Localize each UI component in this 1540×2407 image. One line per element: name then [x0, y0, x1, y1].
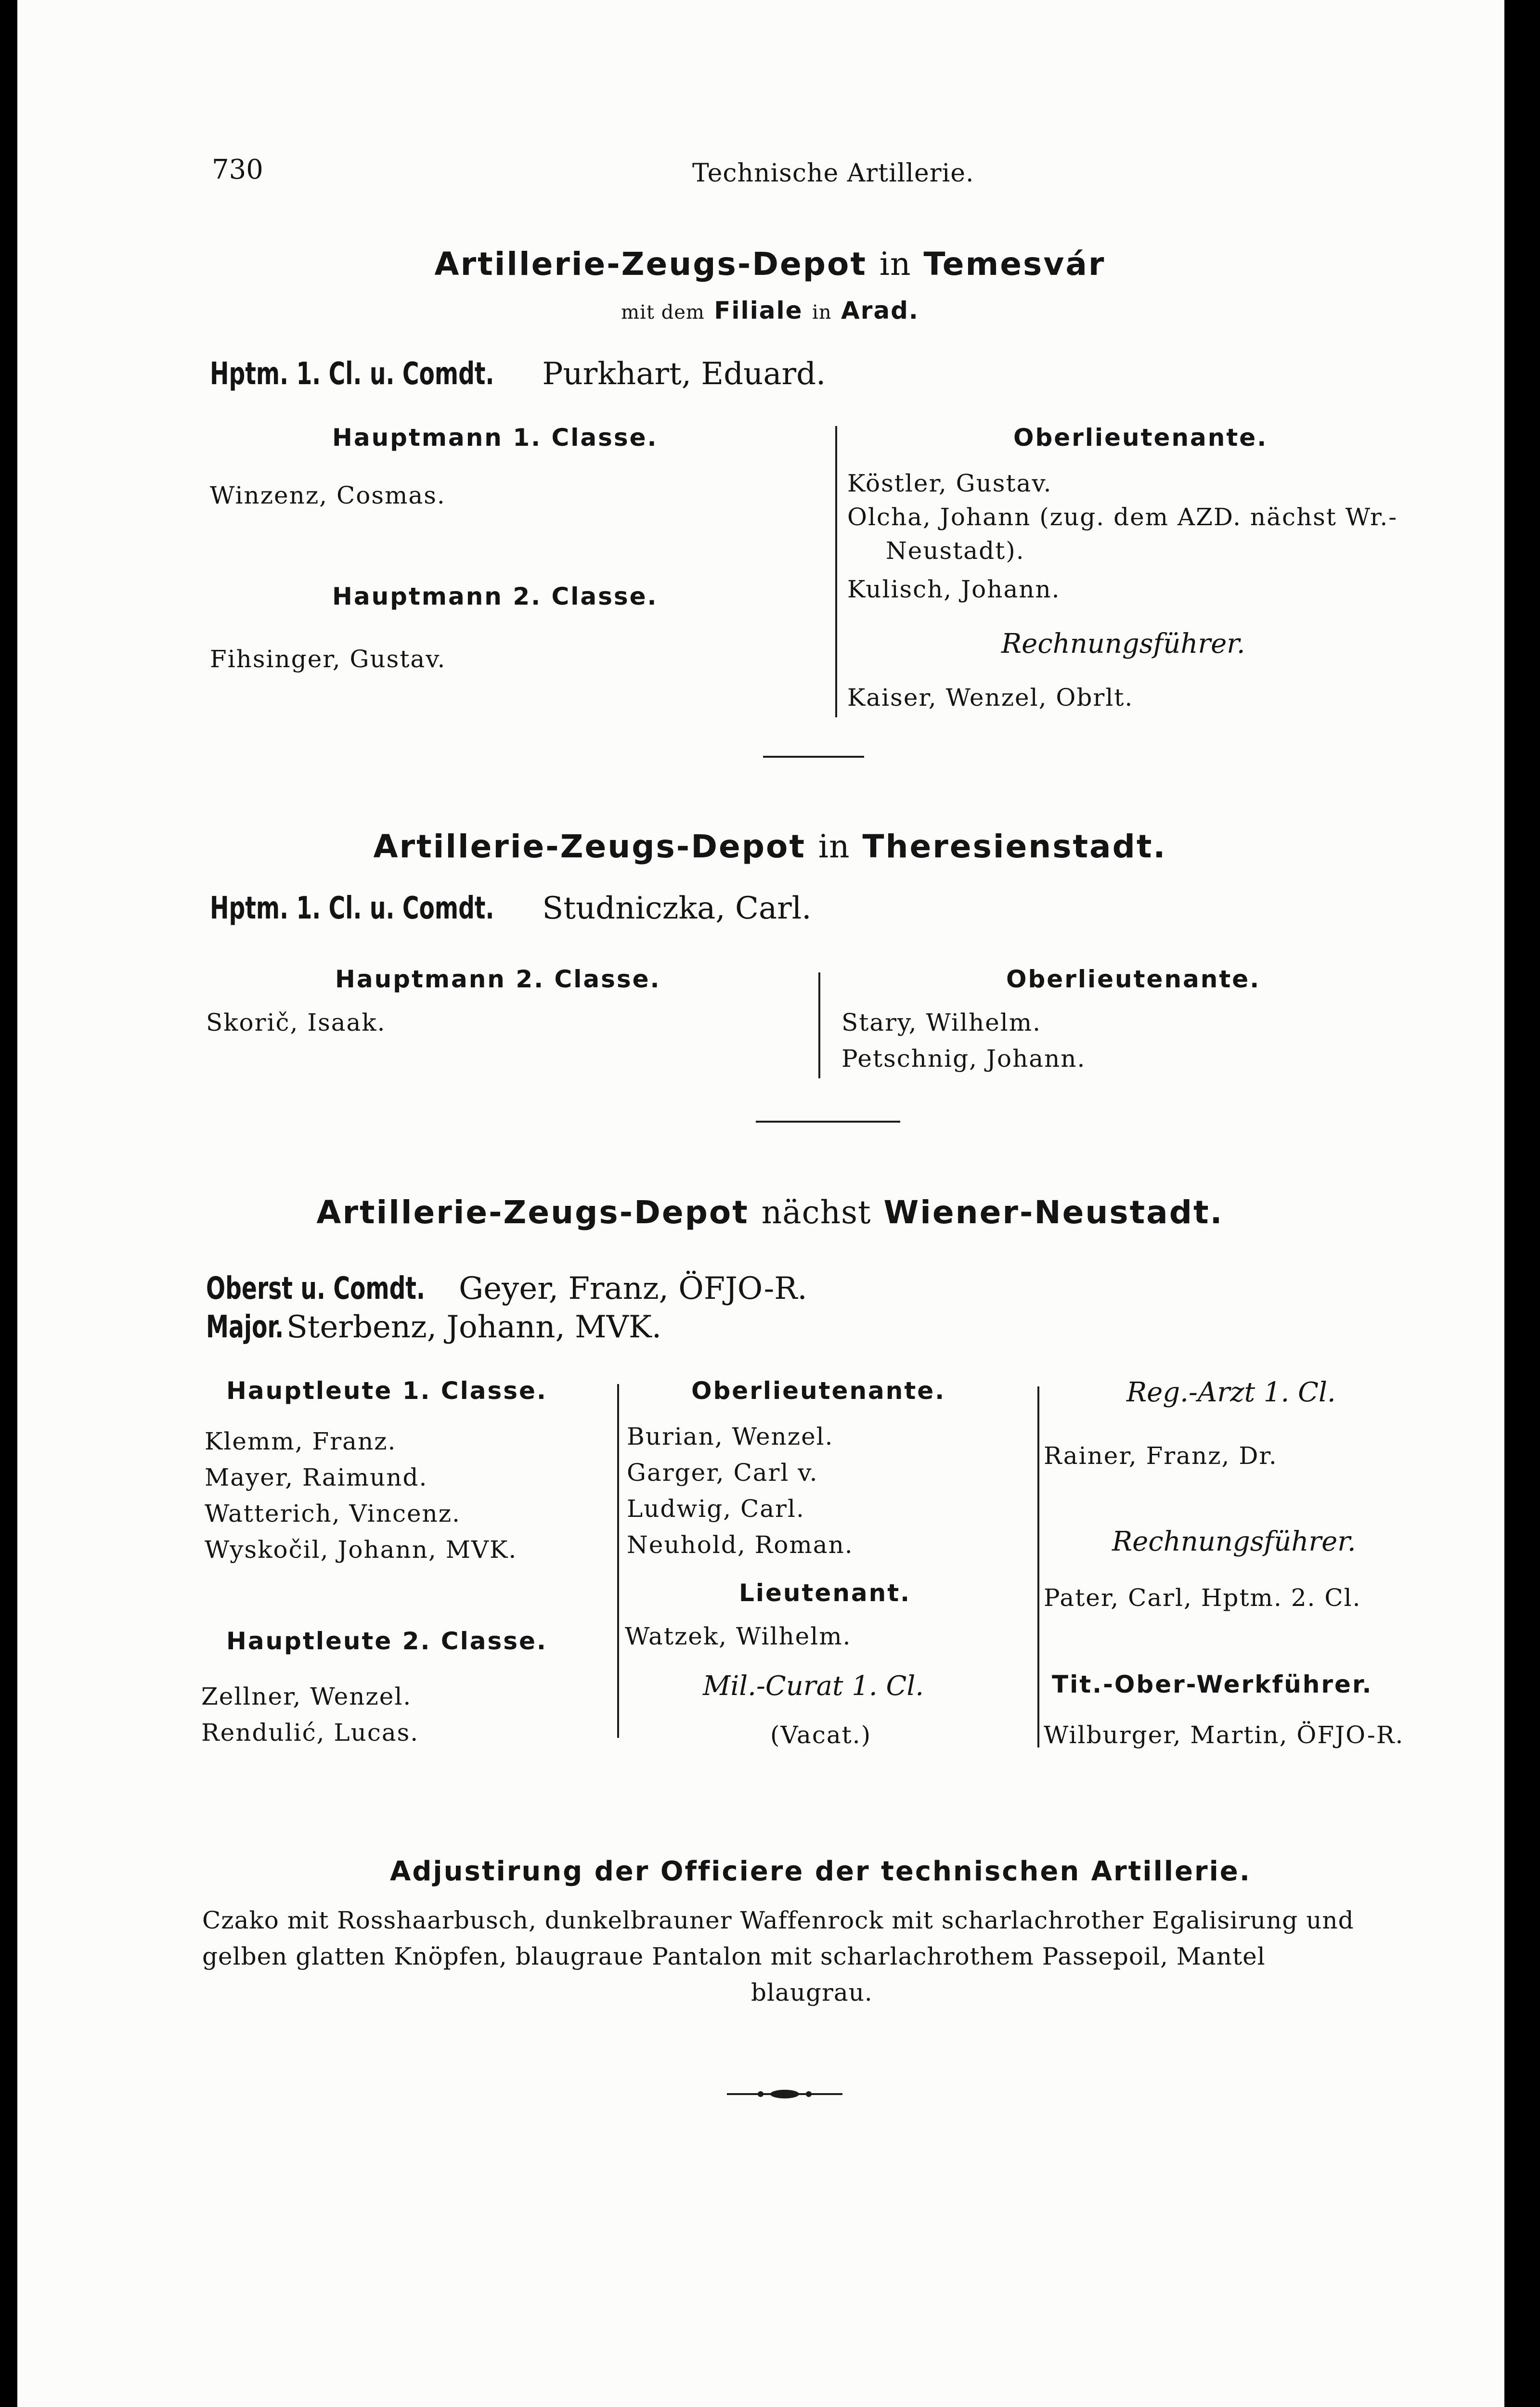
commander-line: Major. Sterbenz, Johann, MVK.: [206, 1309, 662, 1345]
commander-line: Hptm. 1. Cl. u. Comdt. Studniczka, Carl.: [210, 891, 812, 926]
column-divider: [835, 426, 837, 717]
rank-heading: Hauptmann 2. Classe.: [335, 965, 661, 993]
uniform-text-line: gelben glatten Knöpfen, blaugraue Pantalon mit scharlachrothem Passepoil, Mantel: [202, 1942, 1266, 1970]
rank-heading: Rechnungsführer.: [1001, 628, 1245, 660]
rank-heading: Rechnungsführer.: [1112, 1526, 1356, 1557]
rank-heading: Lieutenant.: [739, 1579, 911, 1607]
running-title: Technische Artillerie.: [692, 159, 974, 188]
column-divider: [617, 1384, 619, 1738]
officer-name: Neustadt).: [886, 537, 1025, 565]
rank-heading: Mil.-Curat 1. Cl.: [703, 1670, 924, 1702]
officer-name: Neuhold, Roman.: [627, 1531, 854, 1559]
commander-line: Hptm. 1. Cl. u. Comdt. Purkhart, Eduard.: [210, 356, 826, 392]
officer-name: Fihsinger, Gustav.: [210, 645, 446, 673]
column-divider: [818, 972, 820, 1078]
rank-heading: Oberlieutenante.: [1013, 424, 1268, 452]
uniform-text-line: Czako mit Rosshaarbusch, dunkelbrauner Waffenrock mit scharlachrother Egalisirung und: [202, 1906, 1354, 1934]
uniform-section-title: Adjustirung der Officiere der technischen Artillerie.: [390, 1856, 1252, 1887]
rank-heading: Hauptmann 1. Classe.: [332, 424, 658, 452]
section-subtitle-temesvar: mit dem Filiale in Arad.: [621, 297, 919, 324]
officer-name: Burian, Wenzel.: [627, 1423, 834, 1450]
rank-heading: Hauptleute 1. Classe.: [226, 1377, 547, 1405]
officer-name: Ludwig, Carl.: [627, 1495, 805, 1523]
officer-name: Stary, Wilhelm.: [841, 1009, 1042, 1036]
officer-name: Petschnig, Johann.: [841, 1045, 1086, 1073]
officer-name: (Vacat.): [770, 1721, 872, 1749]
officer-name: Zellner, Wenzel.: [201, 1682, 412, 1710]
section-separator: [756, 1121, 900, 1123]
rank-heading: Oberlieutenante.: [691, 1377, 946, 1405]
officer-name: Wyskočil, Johann, MVK.: [205, 1536, 518, 1564]
officer-name: Olcha, Johann (zug. dem AZD. nächst Wr.-: [847, 503, 1398, 531]
uniform-text-line: blaugrau.: [751, 1979, 873, 2006]
officer-name: Rendulić, Lucas.: [201, 1719, 419, 1747]
officer-name: Klemm, Franz.: [205, 1427, 397, 1455]
officer-name: Pater, Carl, Hptm. 2. Cl.: [1044, 1584, 1361, 1612]
commander-line: Oberst u. Comdt. Geyer, Franz, ÖFJO-R.: [206, 1271, 807, 1307]
officer-name: Kulisch, Johann.: [847, 575, 1061, 603]
officer-name: Skorič, Isaak.: [206, 1009, 386, 1036]
officer-name: Wilburger, Martin, ÖFJO-R.: [1044, 1721, 1404, 1749]
officer-name: Köstler, Gustav.: [847, 469, 1052, 497]
section-title-theresienstadt: Artillerie-Zeugs-Depot in Theresienstadt.: [373, 828, 1167, 865]
closing-ornament-icon: [722, 2084, 847, 2104]
officer-name: Winzenz, Cosmas.: [210, 481, 446, 509]
officer-name: Garger, Carl v.: [627, 1459, 818, 1487]
officer-name: Rainer, Franz, Dr.: [1044, 1442, 1278, 1470]
officer-name: Mayer, Raimund.: [205, 1463, 428, 1491]
section-title-temesvar: Artillerie-Zeugs-Depot in Temesvár: [434, 246, 1106, 283]
rank-heading: Hauptleute 2. Classe.: [226, 1627, 547, 1655]
rank-heading: Reg.-Arzt 1. Cl.: [1126, 1377, 1336, 1408]
rank-heading: Tit.-Ober-Werkführer.: [1052, 1670, 1373, 1698]
officer-name: Watterich, Vincenz.: [205, 1500, 461, 1527]
section-separator: [763, 756, 864, 758]
rank-heading: Oberlieutenante.: [1006, 965, 1261, 993]
section-title-wiener-neustadt: Artillerie-Zeugs-Depot nächst Wiener-Neustadt.: [316, 1194, 1224, 1231]
officer-name: Kaiser, Wenzel, Obrlt.: [847, 684, 1134, 712]
page-number: 730: [212, 154, 263, 185]
officer-name: Watzek, Wilhelm.: [625, 1622, 852, 1650]
rank-heading: Hauptmann 2. Classe.: [332, 582, 658, 610]
column-divider: [1037, 1386, 1039, 1747]
